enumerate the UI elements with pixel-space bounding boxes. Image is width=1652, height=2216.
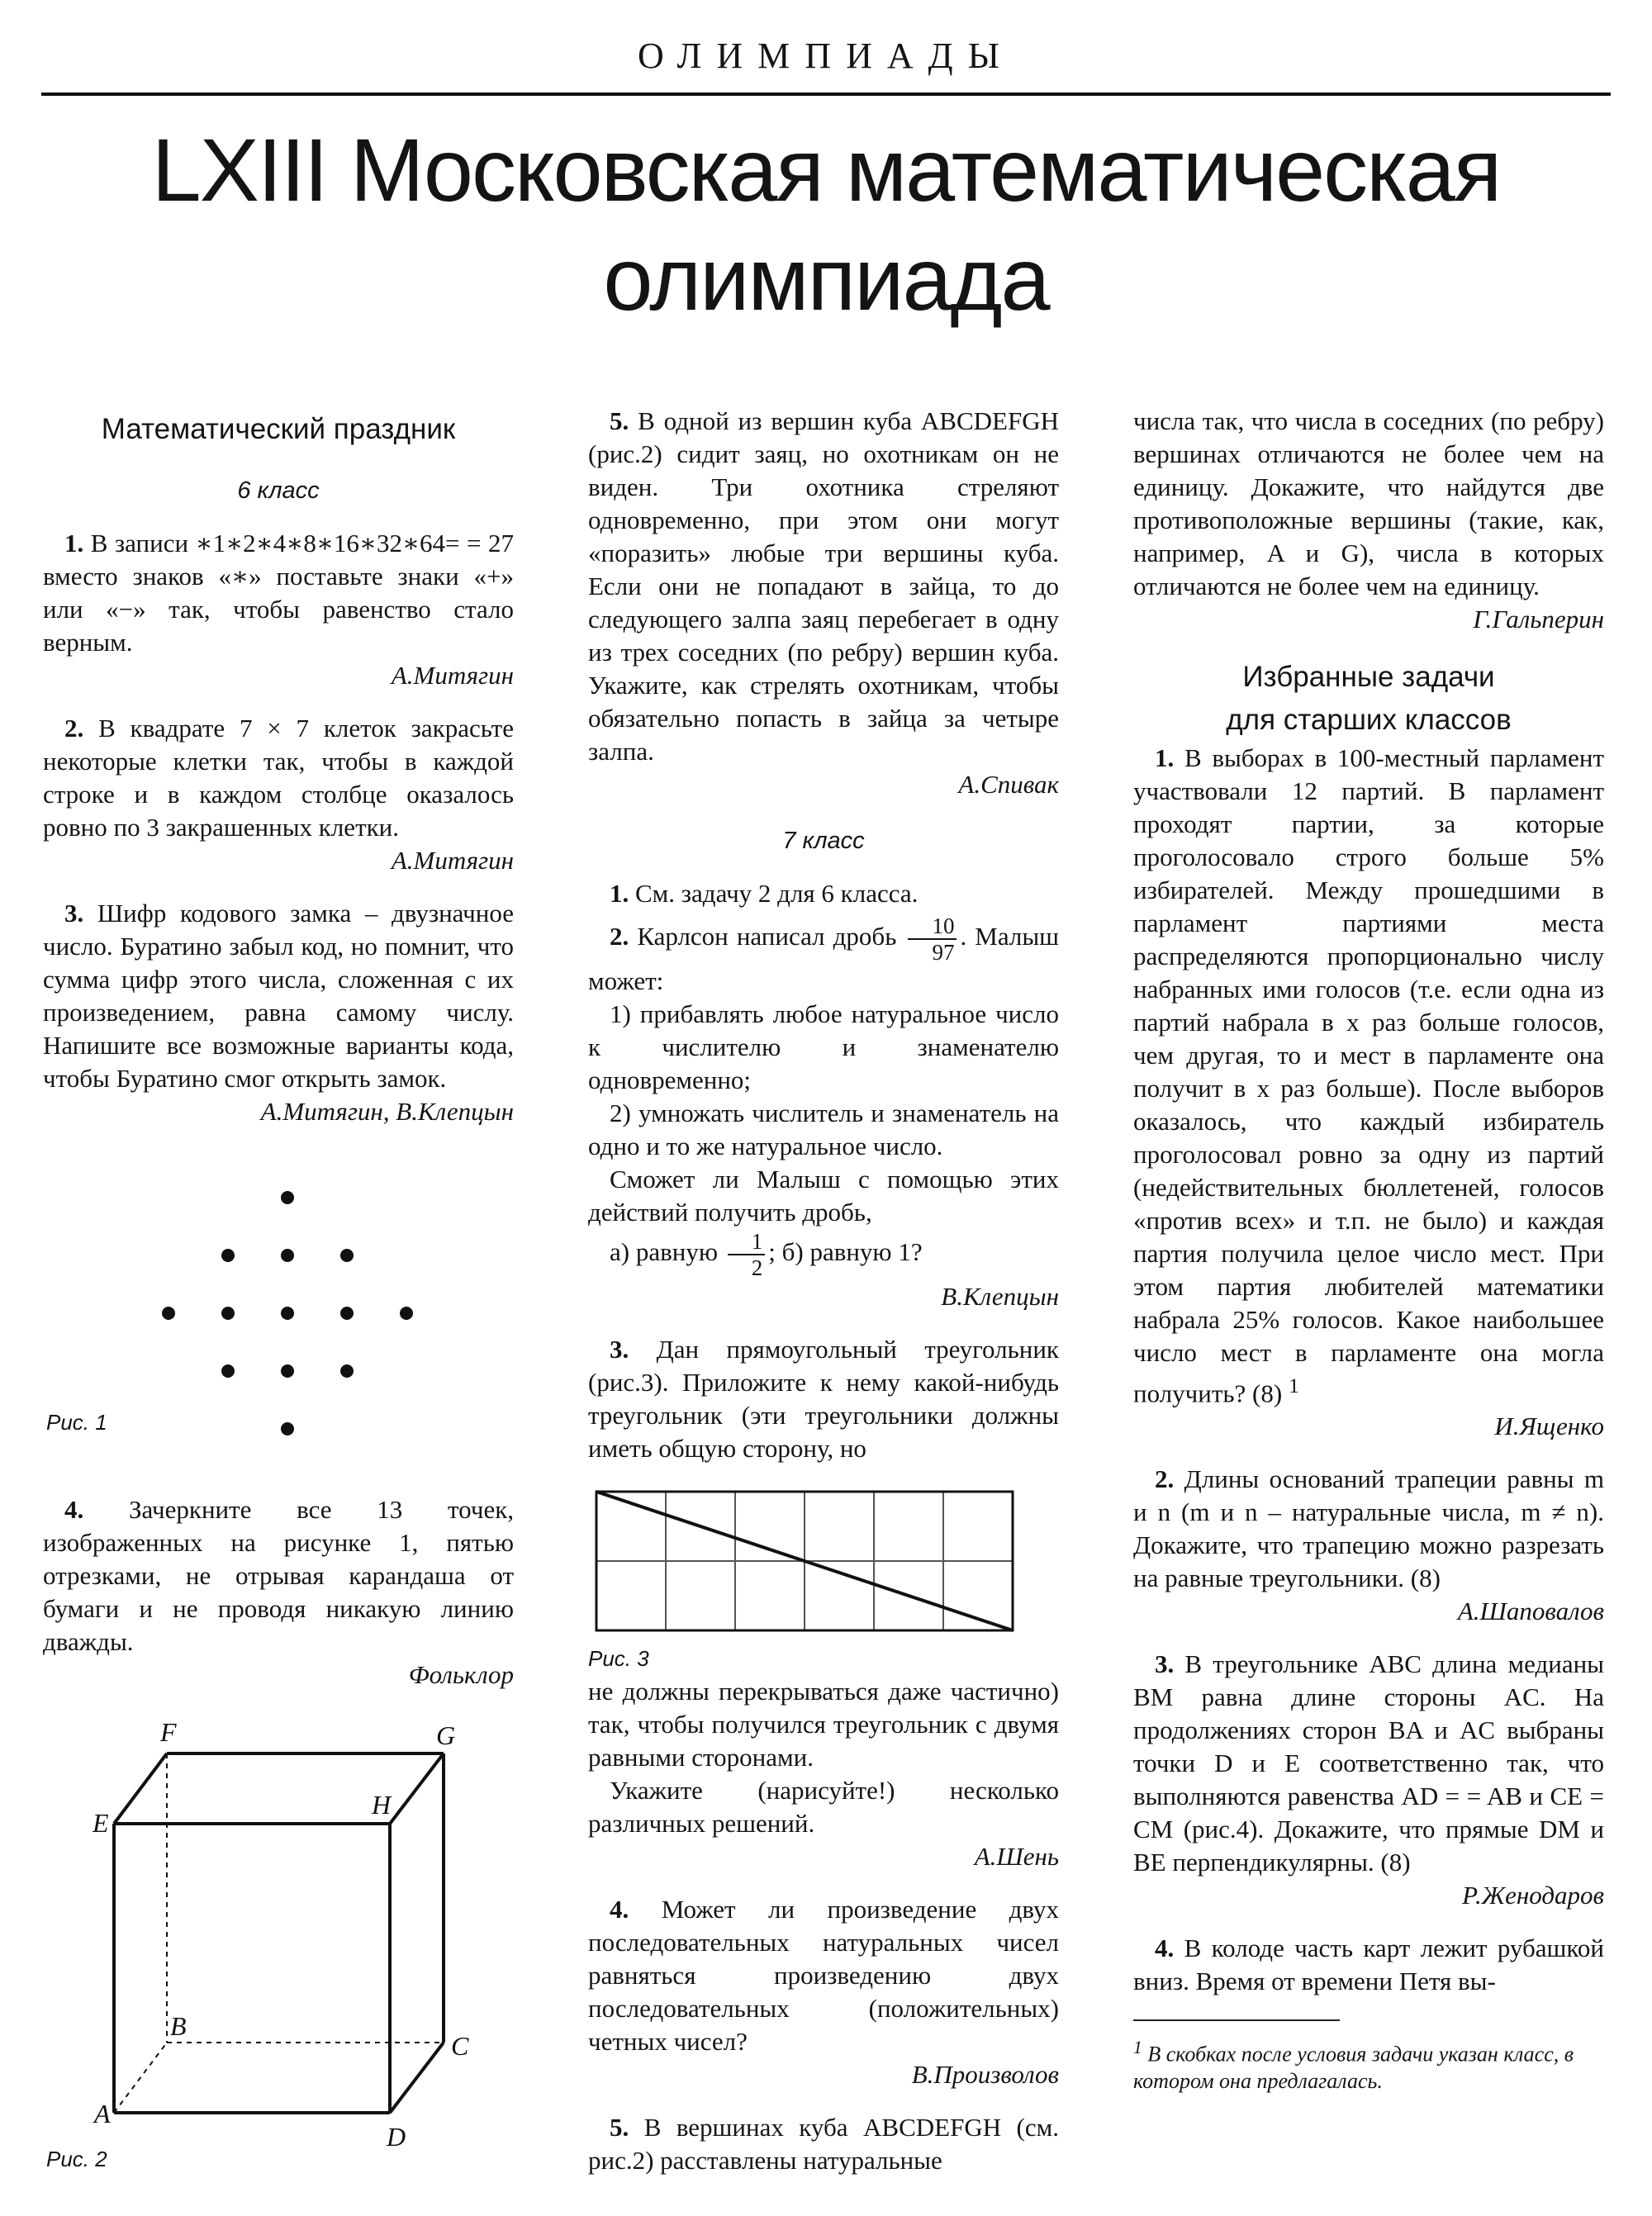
footnote-mark: 1 [1133, 2038, 1142, 2058]
dot [162, 1307, 175, 1320]
cube-figure [43, 1716, 514, 2179]
dot [340, 1249, 354, 1262]
column-3 [1133, 405, 1604, 2095]
problem-3 [43, 897, 514, 1095]
dot [281, 1249, 294, 1262]
dot-diamond-figure [43, 1148, 514, 1445]
problem-text: В вершинах куба ABCDEFGH (см. рис.2) расставлены натуральные [588, 2113, 1059, 2175]
problem-2 [43, 712, 514, 844]
section-heading-line: для старших классов [1226, 704, 1512, 736]
problem-author: Г.Гальперин [1473, 605, 1604, 633]
problem-7-1 [588, 877, 1059, 910]
problem-text: . Малыш может: [588, 922, 1060, 995]
fraction-numerator: 1 [728, 1229, 766, 1255]
column-2 [588, 405, 1059, 2177]
option-a: а) равную [610, 1237, 718, 1267]
problem-continuation: Укажите (нарисуйте!) несколько различных решений. [588, 1776, 1059, 1838]
footnote-text: В скобках после условия задачи указан класс, в котором она предлагалась. [1133, 2042, 1574, 2093]
problem-number: 4. [610, 1895, 629, 1924]
problem-text: В одной из вершин куба ABCDEFGH (рис.2) сидит заяц, но охотникам он не виден. Три охотника стреляют одновременно, при этом они могут «поразить» любые три вершины куба. Если они не попадают в зайца, то до следующего залпа заяц перебегает в одну из трех соседних (по ребру) вершин куба. Укажите, как стрелять охотникам, чтобы обязательно попасть в зайца за четыре залпа. [588, 406, 1060, 766]
problem-number: 1. [64, 529, 84, 558]
dot [281, 1364, 294, 1378]
figure-caption: Рис. 3 [588, 1646, 649, 1671]
problem-number: 3. [610, 1335, 629, 1364]
problem-item: 2) умножать числитель и знаменатель на одно и то же натуральное число. [588, 1099, 1059, 1160]
problem-text: Карлсон написал дробь [637, 922, 897, 951]
problem-4 [43, 1493, 514, 1658]
section-heading [1133, 656, 1604, 742]
fraction-denominator: 2 [751, 1255, 763, 1280]
section-rubric: ОЛИМПИАДЫ [637, 36, 1015, 76]
figure-3 [588, 1485, 1059, 1675]
problem-number: 5. [610, 406, 629, 435]
fraction-numerator: 10 [908, 913, 957, 940]
option-b: ; б) равную 1? [768, 1237, 923, 1267]
problem-7-5 [588, 2111, 1059, 2177]
problem-text: В квадрате 7 × 7 клеток закрасьте некоторые клетки так, чтобы в каждой строке и в каждом столбце оказалось ровно по 3 закрашенных клетки. [43, 714, 514, 842]
problem-author: А.Митягин [391, 846, 514, 875]
problem-question: Сможет ли Малыш с помощью этих действий получить дробь, [588, 1165, 1059, 1227]
dot [281, 1307, 294, 1320]
problem-item: 1) прибавлять любое натуральное число к числителю и знаменателю одновременно; [588, 999, 1059, 1094]
senior-problem-2 [1133, 1463, 1604, 1595]
fraction-denominator: 97 [932, 940, 955, 965]
cube-label: B [170, 2011, 187, 2041]
problem-number: 3. [64, 899, 84, 928]
problem-text: Может ли произведение двух последовательных натуральных чисел равняться произведению двух последовательных (положительных) четных чисел? [588, 1895, 1059, 2056]
problem-number: 3. [1155, 1649, 1175, 1679]
cube-label: C [451, 2031, 469, 2061]
senior-problem-4 [1133, 1932, 1604, 1998]
problem-text: В колоде часть карт лежит рубашкой вниз. Время от времени Петя вы- [1133, 1934, 1604, 1996]
triangle-grid-figure [588, 1485, 1059, 1642]
problem-text: Дан прямоугольный треугольник (рис.3). Приложите к нему какой-нибудь треугольник (эти треугольники должны иметь общую сторону, но [588, 1335, 1059, 1463]
footnote-ref: 1 [1288, 1374, 1299, 1397]
fraction [908, 913, 957, 965]
problem-text: В записи ∗1∗2∗4∗8∗16∗32∗64= = 27 вместо знаков «∗» поставьте знаки «+» или «−» так, чтобы равенство стало верным. [43, 529, 514, 657]
problem-continuation: числа так, что числа в соседних (по ребру) вершинах отличаются не более чем на единицу. Докажите, что найдутся две противоположные вершины (такие, как, например, A и G), числа в которых отличаются не более чем на единицу. [1133, 406, 1604, 600]
dot [221, 1307, 235, 1320]
senior-problem-1 [1133, 742, 1604, 1410]
problem-options [588, 1229, 1059, 1280]
dot [281, 1191, 294, 1204]
cube-edge [390, 1753, 444, 1824]
cube-label: F [160, 1717, 177, 1747]
problem-number: 2. [64, 714, 84, 743]
problem-7-3 [588, 1333, 1059, 1465]
problem-author: А.Митягин [391, 661, 514, 690]
problem-number: 2. [610, 922, 629, 951]
problem-number: 1. [610, 879, 629, 908]
cube-label: D [387, 2122, 406, 2152]
dot [340, 1364, 354, 1378]
title-line-2: олимпиада [603, 229, 1049, 329]
problem-author: В.Клепцын [941, 1282, 1059, 1311]
senior-problem-3 [1133, 1648, 1604, 1879]
column-1 [43, 405, 514, 2179]
cube-label: G [436, 1720, 456, 1750]
footnote [1133, 2034, 1604, 2095]
problem-7-2 [588, 913, 1059, 998]
problem-text: Зачеркните все 13 точек, изображенных на рисунке 1, пятью отрезками, не отрывая карандаша от бумаги и не проводя никакую линию дважды. [43, 1495, 515, 1656]
grade-heading: 7 класс [782, 828, 865, 854]
problem-text: В треугольнике ABC длина медианы BM равна длине стороны AC. На продолжениях сторон BA и AC выбраны точки D и E соответственно так, что выполняются равенства AD = = AB и CE = CM (рис.4). Докажите, что прямые DM и BE перпендикулярны. (8) [1133, 1649, 1604, 1877]
problem-5 [588, 405, 1059, 768]
figure-caption: Рис. 2 [46, 2147, 107, 2171]
grade-heading: 6 класс [237, 477, 320, 504]
dot [281, 1422, 294, 1435]
problem-continuation: не должны перекрываться даже частично) так, чтобы получился треугольник с двумя равными сторонами. [588, 1677, 1059, 1772]
fraction [728, 1229, 766, 1280]
cube-label: H [372, 1790, 392, 1820]
problem-text: Шифр кодового замка – двузначное число. Буратино забыл код, но помнит, что сумма цифр этого числа, сложенная с их произведением, равна самому числу. Напишите все возможные варианты кода, чтобы Буратино смог открыть замок. [43, 899, 515, 1093]
cube-hidden-edge [114, 2043, 167, 2113]
problem-number: 4. [1155, 1934, 1175, 1963]
problem-7-4 [588, 1893, 1059, 2058]
problem-author: А.Митягин, В.Клепцын [260, 1097, 514, 1126]
section-heading: Математический праздник [101, 413, 456, 445]
figure-1 [43, 1148, 514, 1445]
problem-author: А.Шаповалов [1457, 1597, 1604, 1626]
cube-edge [390, 2043, 444, 2113]
dot [221, 1364, 235, 1378]
problem-number: 4. [64, 1495, 84, 1524]
problem-text: Длины оснований трапеции равны m и n (m и n – натуральные числа, m ≠ n). Докажите, что трапецию можно разрезать на равные треугольники. (8) [1133, 1464, 1605, 1593]
problem-author: Фольклор [408, 1660, 514, 1689]
problem-text: В выборах в 100-местный парламент участвовали 12 партий. В парламент проходят партии, за которые проголосовало строго больше 5% избирателей. Между прошедшими в парламент партиями места распределяются пропорционально числу набранных ими голосов (т.е. если одна из партий набрала в x раз больше голосов, чем другая, то и мест в парламенте она получит в x раз больше). После выборов оказалось, что каждый избиратель проголосовал ровно за одну из партий (недействительных бюллетеней, голосов «против всех» и т.п. не было) и каждая партия получила целое число мест. При этом партия любителей математики набрала 25% голосов. Какое наибольшее число мест в парламенте она могла получить? (8) [1133, 743, 1605, 1408]
problem-author: Р.Женодаров [1462, 1881, 1604, 1910]
problem-author: А.Спивак [958, 770, 1059, 799]
problem-author: В.Произволов [911, 2060, 1059, 2089]
problem-number: 2. [1155, 1464, 1175, 1494]
dot [340, 1307, 354, 1320]
cube-label: A [94, 2099, 111, 2128]
problem-1 [43, 527, 514, 659]
problem-author: И.Ященко [1494, 1412, 1604, 1441]
footnote-rule [1133, 2019, 1340, 2021]
cube-label: E [93, 1808, 109, 1838]
header-rule [41, 93, 1611, 96]
problem-number: 1. [1155, 743, 1175, 772]
figure-caption: Рис. 1 [46, 1410, 107, 1435]
problem-number: 5. [610, 2113, 629, 2142]
cube-edge [114, 1753, 167, 1824]
dot [400, 1307, 413, 1320]
problem-text: См. задачу 2 для 6 класса. [635, 879, 919, 908]
figure-2 [43, 1716, 514, 2179]
dot [221, 1249, 235, 1262]
page-title [50, 116, 1602, 334]
problem-author: А.Шень [974, 1842, 1059, 1871]
title-line-1: LXIII Московская математическая [151, 120, 1501, 220]
section-heading-line: Избранные задачи [1242, 661, 1495, 693]
